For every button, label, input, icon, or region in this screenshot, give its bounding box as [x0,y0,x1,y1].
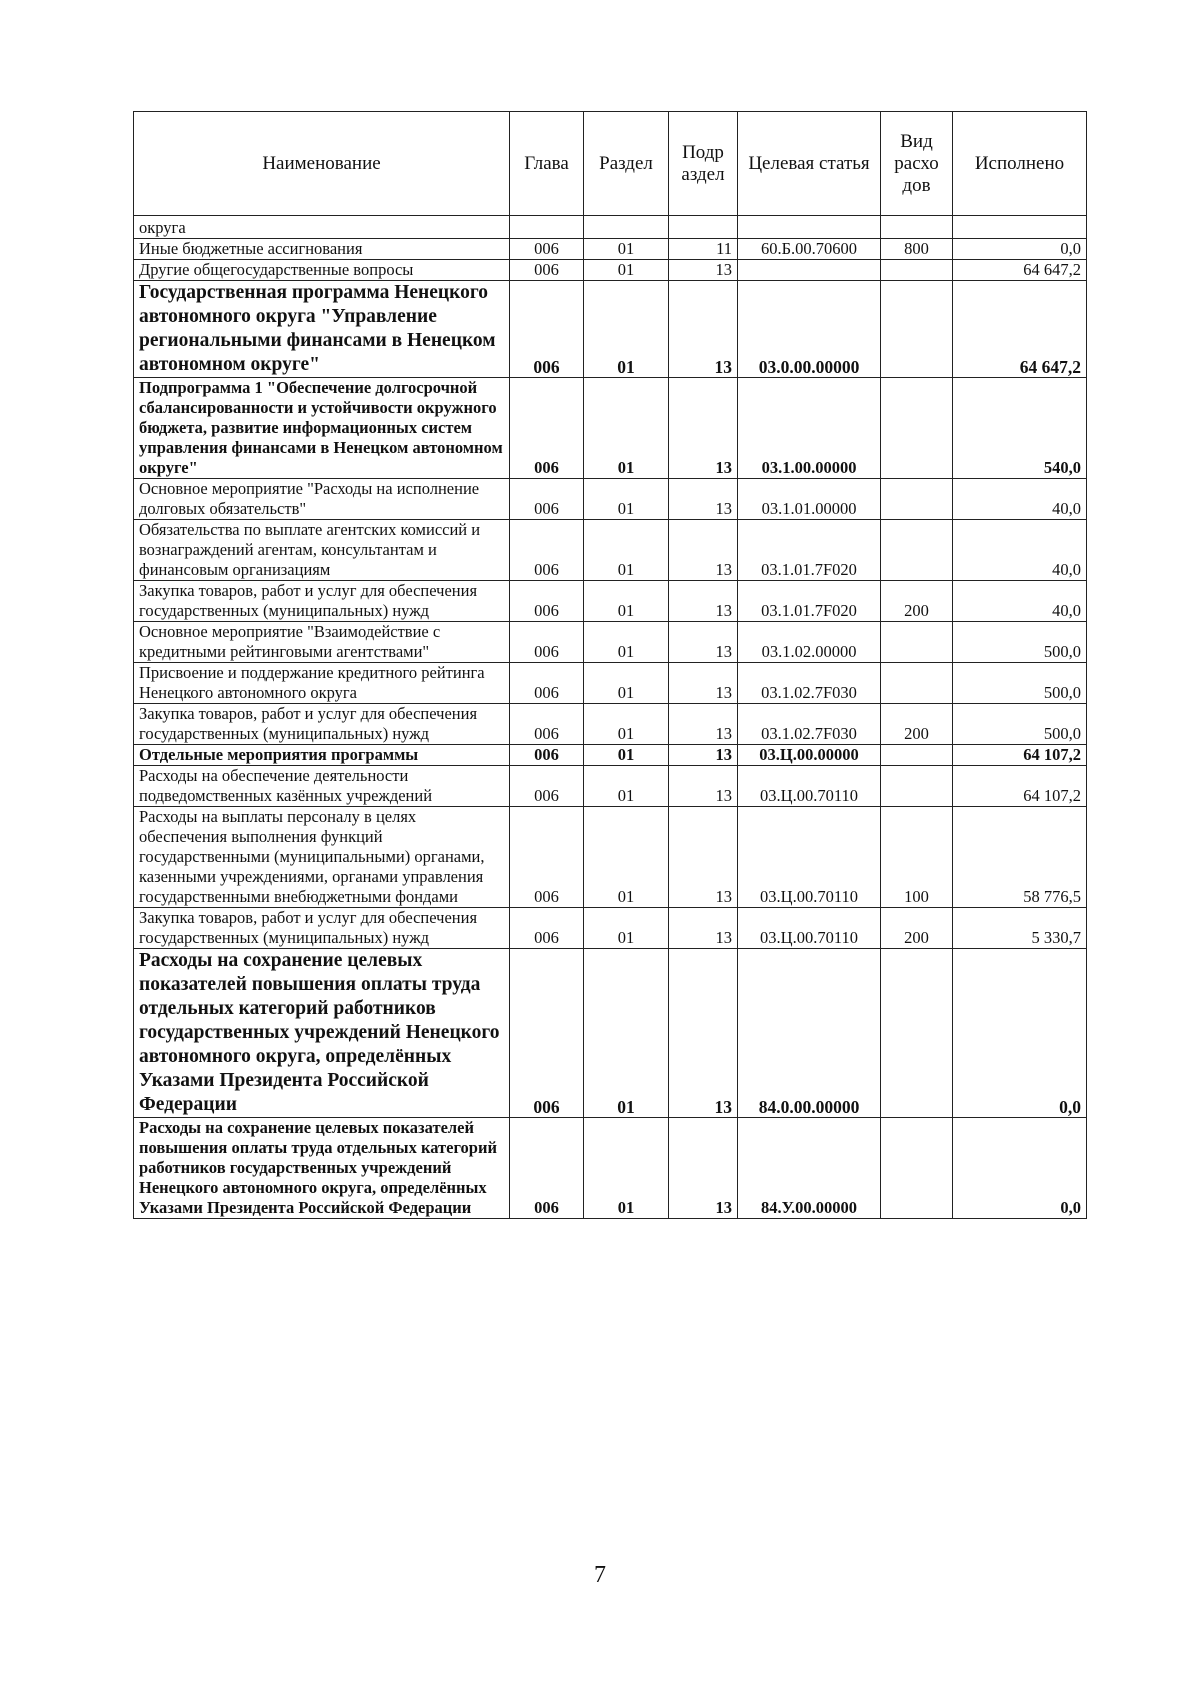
cell-glava: 006 [510,949,584,1118]
cell-podrazdel: 13 [669,704,738,745]
cell-glava: 006 [510,479,584,520]
cell-glava: 006 [510,239,584,260]
cell-razdel: 01 [584,807,669,908]
cell-name: Расходы на сохранение целевых показателей повышения оплаты труда отдельных категорий работников государственных учреждений Ненецкого автономного округа, определённых Указами Президента Российской Федерации [134,1118,510,1219]
cell-glava: 006 [510,378,584,479]
cell-podrazdel: 13 [669,949,738,1118]
cell-glava: 006 [510,663,584,704]
cell-glava: 006 [510,281,584,378]
cell-razdel: 01 [584,766,669,807]
header-statya: Целевая статья [738,112,881,216]
cell-ispolneno: 0,0 [953,1118,1087,1219]
cell-vid [881,378,953,479]
cell-razdel: 01 [584,745,669,766]
table-row [134,1118,1087,1219]
table-body [134,216,1087,1219]
cell-vid [881,949,953,1118]
table-row [134,581,1087,622]
cell-podrazdel: 13 [669,908,738,949]
cell-razdel: 01 [584,581,669,622]
cell-podrazdel: 13 [669,766,738,807]
table-row [134,378,1087,479]
cell-statya: 03.Ц.00.70110 [738,807,881,908]
cell-name: Другие общегосударственные вопросы [134,260,510,281]
cell-statya: 03.1.00.00000 [738,378,881,479]
cell-ispolneno: 5 330,7 [953,908,1087,949]
cell-podrazdel: 13 [669,520,738,581]
cell-statya: 03.1.01.7F020 [738,581,881,622]
cell-razdel: 01 [584,949,669,1118]
cell-podrazdel: 13 [669,378,738,479]
cell-ispolneno: 500,0 [953,663,1087,704]
cell-razdel: 01 [584,1118,669,1219]
cell-razdel: 01 [584,281,669,378]
cell-name: Государственная программа Ненецкого автономного округа "Управление региональными финансами в Ненецком автономном округе" [134,281,510,378]
cell-glava: 006 [510,1118,584,1219]
table-row [134,520,1087,581]
header-vid: Вид расхо дов [881,112,953,216]
cell-name: Подпрограмма 1 "Обеспечение долгосрочной сбалансированности и устойчивости окружного бюджета, развитие информационных систем управления финансами в Ненецком автономном округе" [134,378,510,479]
cell-vid [881,479,953,520]
cell-podrazdel: 13 [669,622,738,663]
cell-name: Расходы на обеспечение деятельности подведомственных казённых учреждений [134,766,510,807]
cell-vid: 200 [881,908,953,949]
cell-statya: 03.1.02.7F030 [738,704,881,745]
cell-podrazdel: 13 [669,281,738,378]
cell-podrazdel: 13 [669,807,738,908]
table-row [134,807,1087,908]
cell-statya: 03.Ц.00.70110 [738,908,881,949]
table-row [134,908,1087,949]
cell-vid: 100 [881,807,953,908]
cell-ispolneno [953,216,1087,239]
cell-statya: 84.0.00.00000 [738,949,881,1118]
cell-glava: 006 [510,745,584,766]
cell-statya: 03.0.00.00000 [738,281,881,378]
cell-statya: 03.1.02.7F030 [738,663,881,704]
cell-podrazdel: 13 [669,260,738,281]
cell-vid [881,281,953,378]
cell-razdel: 01 [584,704,669,745]
cell-glava: 006 [510,581,584,622]
cell-vid [881,622,953,663]
cell-glava: 006 [510,520,584,581]
cell-statya [738,260,881,281]
table-header-row [134,112,1087,216]
header-podrazdel: Подр аздел [669,112,738,216]
cell-name: Закупка товаров, работ и услуг для обеспечения государственных (муниципальных) нужд [134,908,510,949]
cell-glava: 006 [510,622,584,663]
cell-razdel: 01 [584,378,669,479]
cell-razdel: 01 [584,663,669,704]
cell-razdel: 01 [584,622,669,663]
cell-statya: 03.1.01.00000 [738,479,881,520]
cell-ispolneno: 58 776,5 [953,807,1087,908]
cell-glava: 006 [510,908,584,949]
cell-ispolneno: 40,0 [953,520,1087,581]
table-row [134,239,1087,260]
cell-razdel: 01 [584,908,669,949]
cell-ispolneno: 500,0 [953,622,1087,663]
header-glava: Глава [510,112,584,216]
cell-ispolneno: 40,0 [953,581,1087,622]
table-row [134,663,1087,704]
cell-statya: 03.1.01.7F020 [738,520,881,581]
table-row [134,704,1087,745]
cell-vid [881,520,953,581]
cell-razdel: 01 [584,260,669,281]
cell-ispolneno: 64 647,2 [953,260,1087,281]
cell-vid [881,766,953,807]
cell-vid [881,260,953,281]
cell-podrazdel: 13 [669,1118,738,1219]
cell-vid [881,1118,953,1219]
cell-ispolneno: 64 107,2 [953,745,1087,766]
table-row [134,766,1087,807]
table-row [134,216,1087,239]
cell-name: Закупка товаров, работ и услуг для обеспечения государственных (муниципальных) нужд [134,581,510,622]
header-razdel: Раздел [584,112,669,216]
cell-glava: 006 [510,260,584,281]
cell-name: округа [134,216,510,239]
cell-razdel: 01 [584,239,669,260]
cell-ispolneno: 0,0 [953,949,1087,1118]
cell-glava: 006 [510,704,584,745]
cell-ispolneno: 40,0 [953,479,1087,520]
cell-vid: 800 [881,239,953,260]
cell-name: Основное мероприятие "Взаимодействие с кредитными рейтинговыми агентствами" [134,622,510,663]
table-row [134,479,1087,520]
cell-podrazdel: 11 [669,239,738,260]
page-number: 7 [594,1562,606,1588]
cell-statya: 03.1.02.00000 [738,622,881,663]
cell-razdel: 01 [584,479,669,520]
table-row [134,260,1087,281]
table-row [134,281,1087,378]
cell-vid [881,216,953,239]
table-row [134,745,1087,766]
cell-razdel: 01 [584,520,669,581]
header-ispolneno: Исполнено [953,112,1087,216]
cell-name: Основное мероприятие "Расходы на исполнение долговых обязательств" [134,479,510,520]
cell-name: Присвоение и поддержание кредитного рейтинга Ненецкого автономного округа [134,663,510,704]
table-row [134,622,1087,663]
cell-podrazdel: 13 [669,745,738,766]
cell-ispolneno: 64 647,2 [953,281,1087,378]
table-row [134,949,1087,1118]
cell-ispolneno: 500,0 [953,704,1087,745]
cell-name: Закупка товаров, работ и услуг для обеспечения государственных (муниципальных) нужд [134,704,510,745]
cell-vid [881,745,953,766]
cell-statya: 03.Ц.00.00000 [738,745,881,766]
budget-table [133,111,1087,1219]
cell-glava: 006 [510,766,584,807]
cell-name: Отдельные мероприятия программы [134,745,510,766]
cell-statya: 60.Б.00.70600 [738,239,881,260]
cell-statya: 84.У.00.00000 [738,1118,881,1219]
cell-podrazdel: 13 [669,581,738,622]
cell-ispolneno: 540,0 [953,378,1087,479]
cell-podrazdel [669,216,738,239]
cell-glava [510,216,584,239]
cell-name: Иные бюджетные ассигнования [134,239,510,260]
cell-vid: 200 [881,704,953,745]
cell-statya [738,216,881,239]
cell-ispolneno: 64 107,2 [953,766,1087,807]
cell-ispolneno: 0,0 [953,239,1087,260]
cell-vid [881,663,953,704]
cell-vid: 200 [881,581,953,622]
cell-name: Расходы на сохранение целевых показателей повышения оплаты труда отдельных категорий работников государственных учреждений Ненецкого автономного округа, определённых Указами Президента Российской Федерации [134,949,510,1118]
cell-podrazdel: 13 [669,479,738,520]
cell-glava: 006 [510,807,584,908]
cell-statya: 03.Ц.00.70110 [738,766,881,807]
cell-podrazdel: 13 [669,663,738,704]
cell-name: Обязательства по выплате агентских комиссий и вознаграждений агентам, консультантам и финансовым организациям [134,520,510,581]
cell-razdel [584,216,669,239]
cell-name: Расходы на выплаты персоналу в целях обеспечения выполнения функций государственными (муниципальными) органами, казенными учреждениями, органами управления государственными внебюджетными фондами [134,807,510,908]
header-name: Наименование [134,112,510,216]
